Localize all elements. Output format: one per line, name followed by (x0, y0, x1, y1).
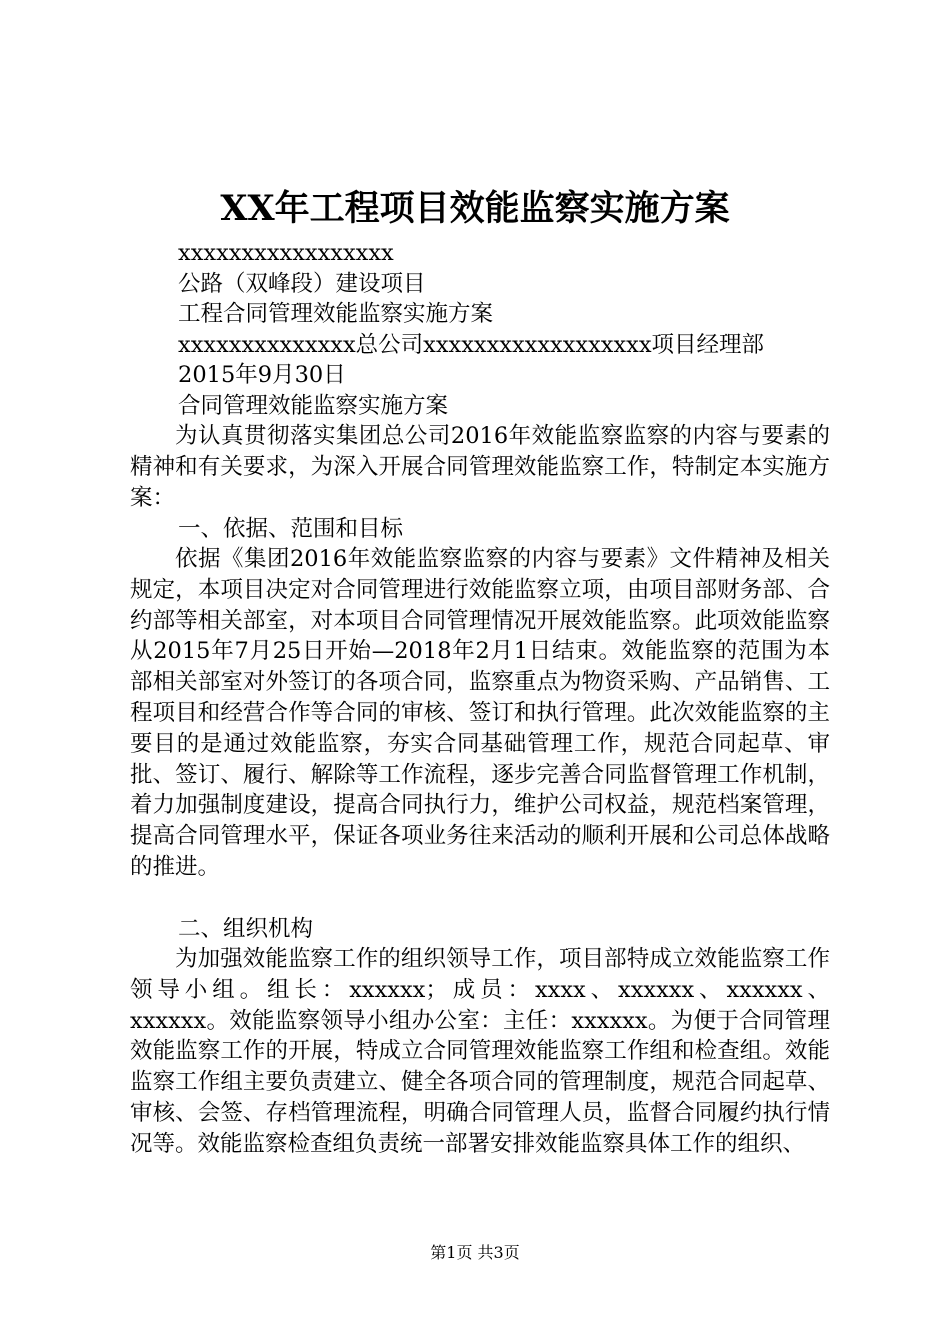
intro-paragraph: 为认真贯彻落实集团总公司2016年效能监察监察的内容与要素的精神和有关要求，为深入开展合同管理效能监察工作，特制定本实施方案： (130, 423, 830, 511)
page-footer: 第1页 共3页 (430, 1243, 520, 1262)
section-heading-basis: 一、依据、范围和目标 (178, 516, 404, 542)
section-paragraph-basis: 依据《集团2016年效能监察监察的内容与要素》文件精神及相关规定，本项目决定对合同管理进行效能监察立项，由项目部财务部、合约部等相关部室，对本项目合同管理情况开展效能监察。此项效能监察从2015年7月25日开始—2018年2月1日结束。效能监察的范围为本部相关部室对外签订的各项合同，监察重点为物资采购、产品销售、工程项目和经营合作等合同的审核、签订和执行管理。此次效能监察的主要目的是通过效能监察，夯实合同基础管理工作，规范合同起草、审批、签订、履行、解除等工作流程，逐步完善合同监督管理工作机制，着力加强制度建设，提高合同执行力，维护公司权益，规范档案管理，提高合同管理水平，保证各项业务往来活动的顺利开展和公司总体战略的推进。 (130, 546, 830, 880)
section-heading-organization: 二、组织机构 (178, 916, 314, 942)
project-name-line: 公路（双峰段）建设项目 (178, 271, 426, 297)
document-title: XX年工程项目效能监察实施方案 (220, 188, 730, 229)
plan-subtitle-line: 工程合同管理效能监察实施方案 (178, 301, 494, 327)
date-line: 2015年9月30日 (178, 362, 346, 388)
organization-line: xxxxxxxxxxxxxx总公司xxxxxxxxxxxxxxxxxx项目经理部 (178, 332, 765, 358)
plan-heading-line: 合同管理效能监察实施方案 (178, 393, 449, 419)
project-code-line: xxxxxxxxxxxxxxxxx (178, 240, 394, 266)
section-paragraph-organization: 为加强效能监察工作的组织领导工作，项目部特成立效能监察工作领导小组。组长：xxxxxx；成员：xxxx、xxxxxx、xxxxxx、xxxxxx。效能监察领导小组办公室：主任：xxxxxx。为便于合同管理效能监察工作的开展，特成立合同管理效能监察工作组和检查组。效能监察工作组主要负责建立、健全各项合同的管理制度，规范合同起草、审核、会签、存档管理流程，明确合同管理人员，监督合同履约执行情况等。效能监察检查组负责统一部署安排效能监察具体工作的组织、 (130, 946, 830, 1157)
